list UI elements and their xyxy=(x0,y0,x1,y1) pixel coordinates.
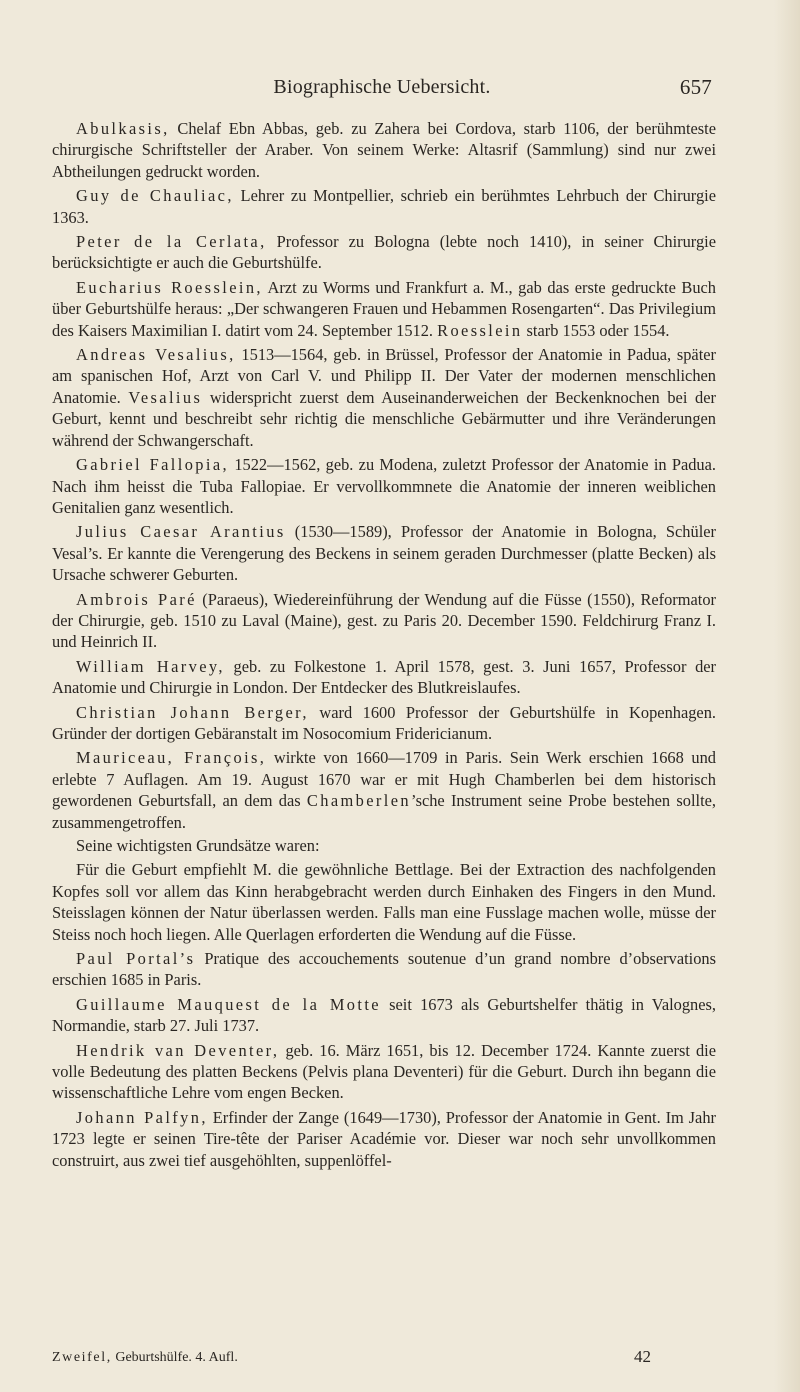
entry-name: Gabriel Fallopia, xyxy=(76,455,230,475)
entry-text: Arzt zu Worms und Frankfurt a. M., gab das erste gedruckte Buch über Geburtshülfe heraus: „Der schwangeren Frauen und Hebammen Rosengarten“. Das Privilegium des Kaisers Maximilian I. datirt vom 24. September 1512. xyxy=(52,277,716,340)
entry-name: Guy de Chauliac, xyxy=(76,186,234,206)
entry-name: Mauriceau, François, xyxy=(76,748,267,768)
entry-name: Paul Portal’s xyxy=(76,949,196,969)
entry-name: William Harvey, xyxy=(76,656,225,676)
entry-text-continued: starb 1553 oder 1554. xyxy=(522,320,670,340)
entry-gabriel-fallopia xyxy=(52,454,716,518)
principles-heading xyxy=(52,835,716,856)
entry-peter-de-la-cerlata xyxy=(52,231,716,274)
entry-abulkasis xyxy=(52,118,716,182)
entry-hendrik-van-deventer xyxy=(52,1040,716,1104)
entry-guy-de-chauliac xyxy=(52,185,716,228)
entry-name: Peter de la Cerlata, xyxy=(76,232,267,252)
entry-julius-caesar-arantius xyxy=(52,521,716,585)
entry-text-continued: ’sche Instrument seine Probe bestehen sollte, zusammengetroffen. xyxy=(52,791,716,832)
page-number: 657 xyxy=(679,75,712,99)
principles-paragraph xyxy=(52,859,716,945)
entry-text: ward 1600 Professor der Geburtshülfe in Kopenhagen. Gründer der dortigen Gebäranstalt im Nosocomium Fridericianum. xyxy=(52,702,716,743)
entry-text: Professor zu Bologna (lebte noch 1410), in seiner Chirurgie berücksichtigte er auch die Geburtshülfe. xyxy=(52,232,716,273)
entry-text: Erfinder der Zange (1649—1730), Professor der Anatomie in Gent. Im Jahr 1723 legte er seinen Tire-tête der Pariser Académie vor. Dieser war noch sehr unvollkommen construirt, aus zwei tief ausgehöhlten, suppenlöffel- xyxy=(52,1107,716,1170)
entry-name: Guillaume Mauquest de la Motte xyxy=(76,994,381,1014)
entry-name-repeat: Chamberlen xyxy=(306,791,412,811)
entry-eucharius-roesslein xyxy=(52,277,716,341)
running-header xyxy=(60,75,712,104)
footer-author: Zweifel, xyxy=(52,1350,112,1365)
entry-name: Abulkasis, xyxy=(76,119,170,138)
entry-text: Für die Geburt empfiehlt M. die gewöhnliche Bettlage. Bei der Extraction des nachfolgenden Kopfes soll vor allem das Kinn herabgebracht werden durch Einhaken des Fingers in den Mund. Steisslagen können der Natur überlassen werden. Falls man eine Fusslage machen wolle, müsse der Steiss noch hoch liegen. Alle Querlagen erforderten die Wendung auf die Füsse. xyxy=(52,860,716,944)
entry-text: geb. 16. März 1651, bis 12. December 1724. Kannte zuerst die volle Bedeutung des platten Beckens (Pelvis plana Deventeri) für die Geburt. Durch ihn begann die wissenschaftliche Lehre vom engen Becken. xyxy=(52,1040,716,1103)
running-title: Biographische Uebersicht. xyxy=(273,76,491,98)
entry-name: Ambrois Paré xyxy=(76,589,197,609)
entry-text: 1513—1564, geb. in Brüssel, Professor der Anatomie in Padua, später am spanischen Hof, Arzt von Carl V. und Philipp II. Der Vater der modernen menschlichen Anatomie. xyxy=(52,345,716,407)
entry-name-repeat: Roesslein xyxy=(437,320,523,340)
entry-mauriceau xyxy=(52,747,716,833)
signature-mark: 42 xyxy=(634,1347,651,1366)
entry-name: Julius Caesar Arantius xyxy=(76,522,286,542)
entry-name: Hendrik van Deventer, xyxy=(76,1040,280,1060)
entry-text-continued: widerspricht zuerst dem Auseinanderweichen der Beckenknochen bei der Geburt, kennt und beschreibt sehr richtig die menschliche Gebärmutter und ihre Veränderungen während der Schwangerschaft. xyxy=(52,387,716,450)
entry-guillaume-mauquest xyxy=(52,994,716,1037)
entry-ambrois-pare xyxy=(52,589,716,653)
entry-text: Chelaf Ebn Abbas, geb. zu Zahera bei Cordova, starb 1106, der berühmteste chirurgische Schriftsteller der Araber. Von seinem Werke: Altasrif (Sammlung) sind nur zwei Abtheilungen gedruckt worden. xyxy=(52,119,716,181)
entry-paul-portal xyxy=(52,948,716,991)
entry-text: Lehrer zu Montpellier, schrieb ein berühmtes Lehrbuch der Chirurgie 1363. xyxy=(52,186,716,227)
entry-andreas-vesalius xyxy=(52,344,716,451)
entry-text: Seine wichtigsten Grundsätze waren: xyxy=(76,836,320,855)
entry-johann-palfyn xyxy=(52,1107,716,1171)
entry-william-harvey xyxy=(52,656,716,699)
entry-name: Andreas Vesalius, xyxy=(76,345,236,365)
entry-name-repeat: Vesalius xyxy=(128,387,203,407)
entry-text: Pratique des accouchements soutenue d’un grand nombre d’observations erschien 1685 in Paris. xyxy=(52,949,716,990)
entry-name: Eucharius Roesslein, xyxy=(76,277,263,297)
biography-list xyxy=(52,118,716,1174)
entry-text: seit 1673 als Geburtshelfer thätig in Valognes, Normandie, starb 27. Juli 1737. xyxy=(52,994,716,1036)
footer-work: Geburtshülfe. 4. Aufl. xyxy=(111,1350,238,1365)
entry-text: 1522—1562, geb. zu Modena, zuletzt Professor der Anatomie in Padua. Nach ihm heisst die Tuba Fallopiae. Er vervollkommnete die Anatomie der inneren weiblichen Genitalien ganz wesentlich. xyxy=(52,455,716,517)
entry-text: (1530—1589), Professor der Anatomie in Bologna, Schüler Vesal’s. Er kannte die Verengerung des Beckens in seinem geraden Durchmesser (platte Becken) als Ursache schwerer Geburten. xyxy=(52,522,716,585)
page-footer xyxy=(52,1347,651,1367)
entry-text: (Paraeus), Wiedereinführung der Wendung auf die Füsse (1550), Reformator der Chirurgie, geb. 1510 zu Laval (Maine), gest. zu Paris 20. December 1590. Feldchirurg Franz I. und Heinrich II. xyxy=(52,589,716,652)
entry-christian-johann-berger xyxy=(52,702,716,745)
entry-text: wirkte von 1660—1709 in Paris. Sein Werk erschien 1668 und erlebte 7 Auflagen. Am 19. August 1670 war er mit Hugh Chamberlen bei dem historisch gewordenen Geburtsfall, an dem das xyxy=(52,748,716,811)
entry-name: Johann Palfyn, xyxy=(76,1107,208,1127)
entry-name: Christian Johann Berger, xyxy=(76,702,309,722)
entry-text: geb. zu Folkestone 1. April 1578, gest. 3. Juni 1657, Professor der Anatomie und Chirurgie in London. Der Entdecker des Blutkreislaufes. xyxy=(52,656,716,698)
